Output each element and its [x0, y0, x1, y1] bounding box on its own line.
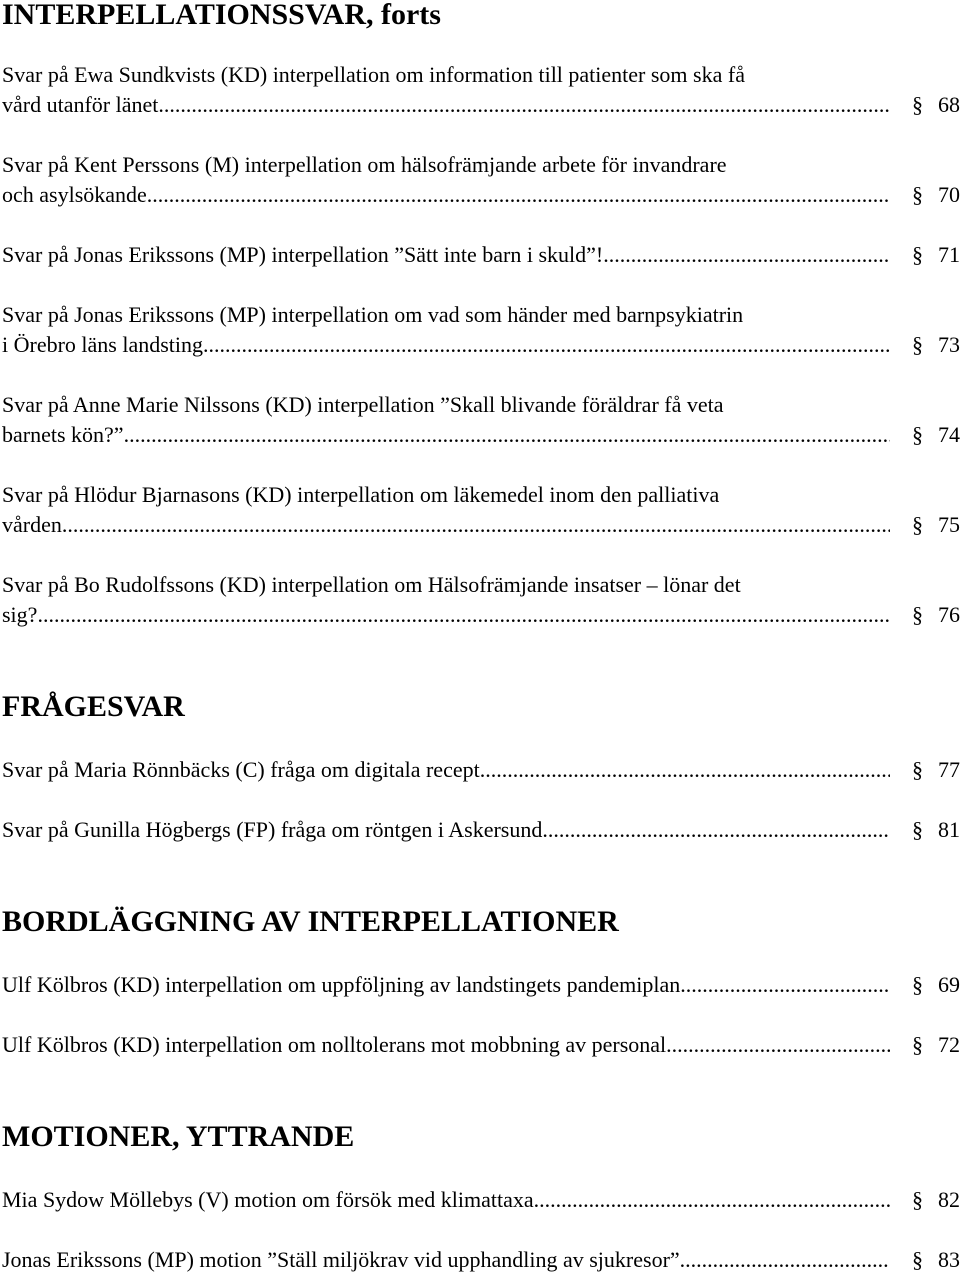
toc-entry [2, 150, 960, 210]
page-number: 83 [938, 1247, 960, 1272]
leader-dots [666, 1030, 890, 1060]
page-number: 75 [938, 512, 960, 537]
toc-entry [2, 60, 960, 120]
page-number: 77 [938, 757, 960, 782]
section-sign: § [912, 242, 923, 267]
page-number: 74 [938, 422, 960, 447]
entry-text-last: sig? [2, 602, 38, 627]
page-number: 76 [938, 602, 960, 627]
leader-dots [603, 240, 890, 270]
page-number: 81 [938, 817, 960, 842]
section-sign: § [912, 422, 923, 447]
section-heading: BORDLÄGGNING AV INTERPELLATIONER [2, 905, 619, 938]
entry-text-last: och asylsökande [2, 182, 147, 207]
section-sign: § [912, 1032, 923, 1057]
section-sign: § [912, 757, 923, 782]
toc-entry [2, 390, 960, 450]
section-sign: § [912, 332, 923, 357]
entry-text-last: barnets kön?” [2, 422, 124, 447]
entry-text: Svar på Anne Marie Nilssons (KD) interpellation ”Skall blivande föräldrar få veta [2, 392, 724, 417]
page-number: 72 [938, 1032, 960, 1057]
entry-text-last: Mia Sydow Möllebys (V) motion om försök med klimattaxa [2, 1187, 534, 1212]
toc-entry [2, 570, 960, 630]
leader-dots [124, 420, 890, 450]
entry-text: Svar på Ewa Sundkvists (KD) interpellation om information till patienter som ska få [2, 62, 745, 87]
section-sign: § [912, 92, 923, 117]
section-sign: § [912, 602, 923, 627]
toc-entry [2, 815, 960, 845]
page-number: 73 [938, 332, 960, 357]
toc-entry [2, 240, 960, 270]
toc-entry [2, 970, 960, 1000]
section-sign: § [912, 512, 923, 537]
entry-text: Svar på Hlödur Bjarnasons (KD) interpellation om läkemedel inom den palliativa [2, 482, 720, 507]
entry-text-last: Ulf Kölbros (KD) interpellation om uppföljning av landstingets pandemiplan [2, 972, 681, 997]
page-number: 69 [938, 972, 960, 997]
entry-text-last: Svar på Maria Rönnbäcks (C) fråga om digitala recept [2, 757, 480, 782]
toc-entry [2, 1030, 960, 1060]
section-heading: FRÅGESVAR [2, 690, 185, 723]
page-number: 82 [938, 1187, 960, 1212]
toc-entry [2, 755, 960, 785]
leader-dots [62, 510, 890, 540]
entry-text-last: vården [2, 512, 62, 537]
entry-text-last: Svar på Gunilla Högbergs (FP) fråga om röntgen i Askersund [2, 817, 543, 842]
entry-text-last: Jonas Erikssons (MP) motion ”Ställ miljökrav vid upphandling av sjukresor” [2, 1247, 680, 1272]
section-sign: § [912, 817, 923, 842]
section-sign: § [912, 972, 923, 997]
toc-entry [2, 1185, 960, 1215]
entry-text-last: Svar på Jonas Erikssons (MP) interpellation ”Sätt inte barn i skuld”! [2, 242, 604, 267]
toc-entry [2, 480, 960, 540]
entry-text: Svar på Jonas Erikssons (MP) interpellation om vad som händer med barnpsykiatrin [2, 302, 744, 327]
entry-text-last: vård utanför länet [2, 92, 159, 117]
leader-dots [680, 1245, 890, 1275]
section-sign: § [912, 1247, 923, 1272]
entry-text-last: Ulf Kölbros (KD) interpellation om nolltolerans mot mobbning av personal [2, 1032, 667, 1057]
section-sign: § [912, 182, 923, 207]
leader-dots [37, 600, 890, 630]
entry-text: Svar på Kent Perssons (M) interpellation om hälsofrämjande arbete för invandrare [2, 152, 727, 177]
leader-dots [542, 815, 890, 845]
toc-entry [2, 1245, 960, 1275]
page-number: 68 [938, 92, 960, 117]
page-number: 71 [938, 242, 960, 267]
leader-dots [203, 330, 890, 360]
page-number: 70 [938, 182, 960, 207]
leader-dots [480, 755, 890, 785]
section-sign: § [912, 1187, 923, 1212]
entry-text: Svar på Bo Rudolfssons (KD) interpellation om Hälsofrämjande insatser – lönar det [2, 572, 741, 597]
entry-text-last: i Örebro läns landsting [2, 332, 204, 357]
leader-dots [534, 1185, 890, 1215]
leader-dots [158, 90, 890, 120]
section-heading: INTERPELLATIONSSVAR, forts [2, 0, 441, 31]
leader-dots [680, 970, 890, 1000]
toc-entry [2, 300, 960, 360]
section-heading: MOTIONER, YTTRANDE [2, 1120, 355, 1153]
leader-dots [147, 180, 890, 210]
